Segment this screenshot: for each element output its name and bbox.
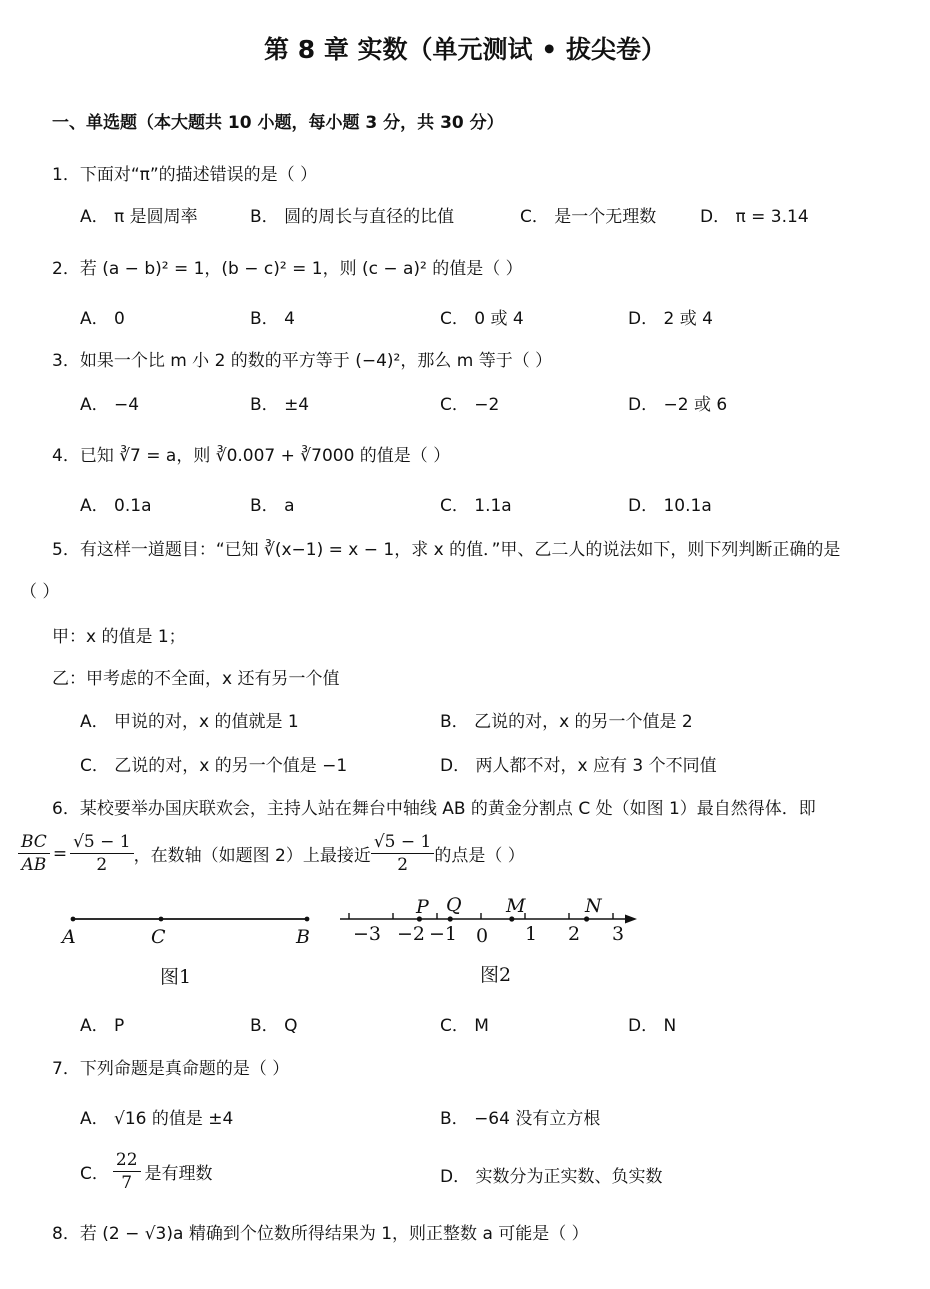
question-7-option-b: B． −64 没有立方根 [440,1109,601,1129]
point-m-dot [509,916,514,921]
question-6-formula-line [18,832,525,875]
question-5-option-a: A． 甲说的对，x 的值就是 1 [80,712,299,732]
point-c-label: C [151,926,166,948]
question-1-option-b: B． 圆的周长与直径的比值 [250,207,455,227]
question-5-option-b: B． 乙说的对，x 的另一个值是 2 [440,712,693,732]
question-5-yi: 乙：甲考虑的不全面，x 还有另一个值 [52,669,340,689]
question-1-stem: 1．下面对“π”的描述错误的是（ ） [52,165,318,185]
point-a-dot [71,917,76,922]
tick-label-1: 1 [525,923,538,945]
figure-1-caption: 图1 [160,966,192,988]
question-3-option-d: D． −2 或 6 [628,395,728,415]
tick-label-neg3: −3 [353,923,382,945]
question-2-option-b: B． 4 [250,309,295,329]
point-p-label: P [416,896,429,918]
page-title: 第 8 章 实数（单元测试 • 拔尖卷） [264,35,666,64]
question-6-stem: 6．某校要举办国庆联欢会，主持人站在舞台中轴线 AB 的黄金分割点 C 处（如图 1）最自然得体．即 [52,799,816,819]
question-5-stem: 5．有这样一道题目：“已知 ∛(x−1) = x − 1，求 x 的值．”甲、乙二人的说法如下，则下列判断正确的是 [52,540,841,560]
fraction-golden-ratio-2: $\frac{√5 - 1}{2}$ [371,832,435,875]
question-6-tail-text: 的点是（ ） [434,846,525,866]
question-4-stem: 4．已知 ∛7 = a，则 ∛0.007 + ∛7000 的值是（ ） [52,446,451,466]
equals-sign: = [52,843,68,864]
question-6-option-c: C． M [440,1016,489,1036]
fraction-bc-ab: $\frac{BC}{AB}$ [18,832,50,875]
fraction-22-7: $\frac{22}{7}$ [113,1150,141,1193]
figure-2-caption: 图2 [480,964,512,986]
point-b-dot [305,917,310,922]
fraction-golden-ratio: $\frac{√5 - 1}{2}$ [70,832,134,875]
question-5-option-d: D． 两人都不对，x 应有 3 个不同值 [440,756,717,776]
point-q-dot [448,916,453,921]
tick-label-neg2: −2 [397,923,426,945]
point-b-label: B [296,926,310,948]
number-line-arrow [625,915,637,924]
tick-label-2: 2 [568,923,581,945]
point-n-label: N [585,895,602,917]
option-c-label: C． [80,1164,109,1184]
point-n-dot [584,916,589,921]
question-3-option-c: C． −2 [440,395,500,415]
question-7-option-c [80,1150,213,1193]
tick-label-3: 3 [612,923,625,945]
point-a-label: A [62,926,76,948]
section-heading: 一、单选题（本大题共 10 小题，每小题 3 分，共 30 分） [52,113,504,133]
question-3-stem: 3．如果一个比 m 小 2 的数的平方等于 (−4)²，那么 m 等于（ ） [52,351,553,371]
point-m-label: M [506,895,526,917]
question-4-option-c: C． 1.1a [440,496,512,516]
question-3-option-a: A． −4 [80,395,140,415]
question-2-stem: 2．若 (a − b)² = 1，(b − c)² = 1，则 (c − a)² 的值是（ ） [52,259,523,279]
question-4-option-a: A． 0.1a [80,496,152,516]
question-6-mid-text: ，在数轴（如题图 2）上最接近 [133,846,371,866]
tick-label-0: 0 [476,925,489,947]
question-7-stem: 7．下列命题是真命题的是（ ） [52,1059,290,1079]
question-6-option-b: B． Q [250,1016,298,1036]
question-4-option-b: B． a [250,496,295,516]
question-2-option-c: C． 0 或 4 [440,309,524,329]
point-c-dot [159,917,164,922]
question-3-option-b: B． ±4 [250,395,310,415]
question-7-option-d: D． 实数分为正实数、负实数 [440,1167,663,1187]
tick-label-neg1: −1 [429,923,458,945]
question-2-option-a: A． 0 [80,309,125,329]
question-4-option-d: D． 10.1a [628,496,712,516]
question-7-option-a: A． √16 的值是 ±4 [80,1109,234,1129]
question-2-option-d: D． 2 或 4 [628,309,713,329]
question-5-jia: 甲：x 的值是 1； [52,627,186,647]
question-5-option-c: C． 乙说的对，x 的另一个值是 −1 [80,756,348,776]
question-1-option-c: C． 是一个无理数 [520,207,657,227]
figure-1-segment [55,905,325,950]
question-8-stem: 8．若 (2 − √3)a 精确到个位数所得结果为 1，则正整数 a 可能是（ ） [52,1224,589,1244]
question-6-option-a: A． P [80,1016,125,1036]
option-c-tail: 是有理数 [144,1164,213,1184]
question-1-option-d: D． π = 3.14 [700,207,809,227]
question-1-option-a: A． π 是圆周率 [80,207,198,227]
question-6-option-d: D． N [628,1016,677,1036]
question-5-stem-cont: （ ） [20,582,60,602]
point-q-label: Q [446,894,462,916]
